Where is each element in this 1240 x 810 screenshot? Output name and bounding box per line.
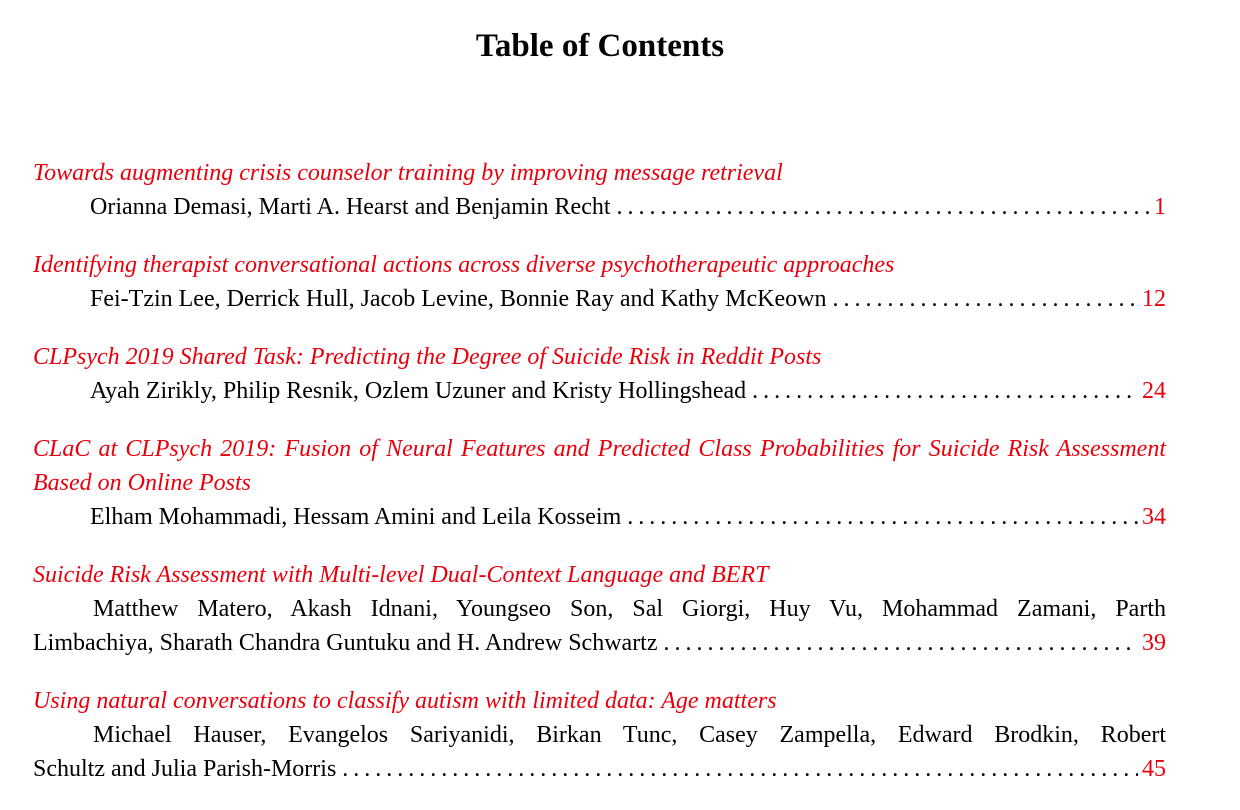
author-names: Elham Mohammadi, Hessam Amini and Leila Kosseim	[90, 504, 622, 530]
paper-title-link[interactable]: Towards augmenting crisis counselor training by improving message retrieval	[33, 160, 783, 186]
toc-entry	[33, 558, 1166, 660]
author-line	[33, 500, 1166, 534]
author-names: Ayah Zirikly, Philip Resnik, Ozlem Uzuner and Kristy Hollingshead	[90, 378, 747, 404]
author-line	[33, 374, 1166, 408]
author-names-line2: Schultz and Julia Parish-Morris	[33, 756, 337, 782]
author-block	[33, 592, 1166, 660]
author-line	[33, 626, 1166, 660]
page-number-link[interactable]: 24	[1142, 378, 1166, 404]
dot-leader	[342, 752, 1138, 786]
dot-leader	[752, 374, 1138, 408]
author-names: Fei-Tzin Lee, Derrick Hull, Jacob Levine, Bonnie Ray and Kathy McKeown	[90, 286, 827, 312]
author-line	[33, 190, 1166, 224]
paper-title-link[interactable]: CLPsych 2019 Shared Task: Predicting the Degree of Suicide Risk in Reddit Posts	[33, 344, 822, 370]
paper-title-link[interactable]: Suicide Risk Assessment with Multi-level Dual-Context Language and BERT	[33, 562, 769, 588]
dot-leader	[627, 500, 1138, 534]
toc-entry	[33, 248, 1166, 316]
toc-entry	[33, 340, 1166, 408]
author-block	[33, 718, 1166, 786]
page-number-link[interactable]: 45	[1142, 756, 1166, 782]
dot-leader	[832, 282, 1138, 316]
toc-entry	[33, 156, 1166, 224]
dot-leader	[617, 190, 1150, 224]
paper-title-link[interactable]: Identifying therapist conversational actions across diverse psychotherapeutic approaches	[33, 252, 895, 278]
author-names-line1: Matthew Matero, Akash Idnani, Youngseo Son, Sal Giorgi, Huy Vu, Mohammad Zamani, Parth	[93, 596, 1166, 622]
toc-entry	[33, 432, 1166, 534]
page-number-link[interactable]: 39	[1142, 630, 1166, 656]
paper-title-link[interactable]: Using natural conversations to classify autism with limited data: Age matters	[33, 688, 777, 714]
author-line	[33, 752, 1166, 786]
author-names-line2: Limbachiya, Sharath Chandra Guntuku and H. Andrew Schwartz	[33, 630, 658, 656]
dot-leader	[664, 626, 1138, 660]
page-number-link[interactable]: 34	[1142, 504, 1166, 530]
paper-title-link[interactable]: CLaC at CLPsych 2019: Fusion of Neural Features and Predicted Class Probabilities for Suicide Risk Assessment Based on Online Posts	[33, 436, 1166, 496]
author-names: Orianna Demasi, Marti A. Hearst and Benjamin Recht	[90, 194, 611, 220]
page-number-link[interactable]: 1	[1154, 194, 1166, 220]
author-line	[33, 282, 1166, 316]
page-title: Table of Contents	[475, 28, 725, 64]
toc-entry	[33, 684, 1166, 786]
page-number-link[interactable]: 12	[1142, 286, 1166, 312]
author-names-line1: Michael Hauser, Evangelos Sariyanidi, Birkan Tunc, Casey Zampella, Edward Brodkin, Robert	[93, 722, 1166, 748]
toc-list	[33, 156, 1166, 810]
